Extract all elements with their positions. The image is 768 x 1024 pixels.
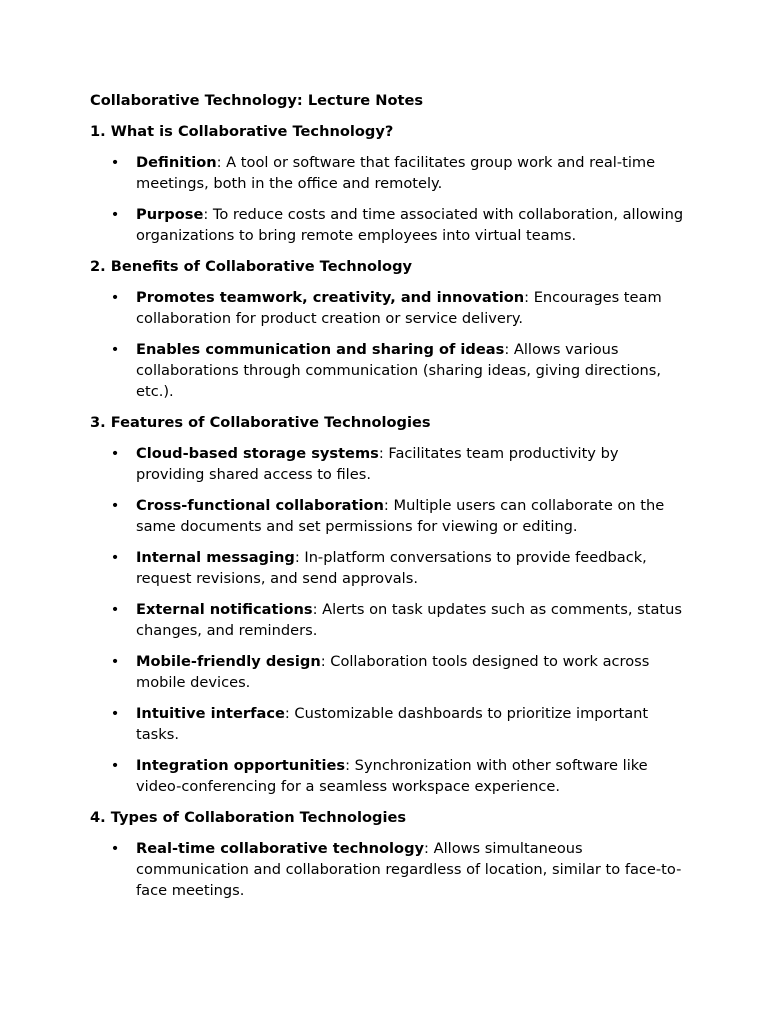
item-text: : Allows various collaborations through communication (sharing ideas, giving directions, etc.).	[136, 341, 661, 400]
bullet-icon: •	[110, 653, 120, 670]
section-3	[90, 412, 690, 797]
list-item	[90, 495, 690, 537]
item-term: Cross-functional collaboration	[136, 497, 384, 514]
section-4	[90, 807, 690, 901]
bullet-icon: •	[110, 549, 120, 566]
item-term: Definition	[136, 154, 217, 171]
list-item	[90, 204, 690, 246]
section-2	[90, 256, 690, 402]
section-1	[90, 121, 690, 246]
item-text: : Encourages team collaboration for product creation or service delivery.	[136, 289, 662, 327]
list-item	[90, 599, 690, 641]
bullet-icon: •	[110, 601, 120, 618]
item-term: External notifications	[136, 601, 313, 618]
list-item	[90, 703, 690, 745]
item-term: Internal messaging	[136, 549, 295, 566]
item-term: Mobile-friendly design	[136, 653, 321, 670]
item-text: : Allows simultaneous communication and collaboration regardless of location, similar to face-to-face meetings.	[136, 840, 682, 899]
bullet-icon: •	[110, 445, 120, 462]
item-term: Real-time collaborative technology	[136, 840, 425, 857]
document-page	[90, 90, 690, 911]
item-text: : Synchronization with other software like video-conferencing for a seamless workspace experience.	[136, 757, 648, 795]
list-item	[90, 287, 690, 329]
bullet-icon: •	[110, 705, 120, 722]
item-text: : In-platform conversations to provide feedback, request revisions, and send approvals.	[136, 549, 647, 587]
section-heading: 1. What is Collaborative Technology?	[90, 123, 394, 140]
item-text: : Multiple users can collaborate on the same documents and set permissions for viewing or editing.	[136, 497, 665, 535]
bullet-icon: •	[110, 206, 120, 223]
bullet-list	[90, 152, 690, 246]
list-item	[90, 547, 690, 589]
item-text: : To reduce costs and time associated with collaboration, allowing organizations to bring remote employees into virtual teams.	[136, 206, 684, 244]
bullet-icon: •	[110, 757, 120, 774]
list-item	[90, 755, 690, 797]
item-term: Integration opportunities	[136, 757, 346, 774]
section-heading: 3. Features of Collaborative Technologies	[90, 414, 431, 431]
item-text: : Customizable dashboards to prioritize important tasks.	[136, 705, 649, 743]
list-item	[90, 838, 690, 901]
item-text: : Facilitates team productivity by providing shared access to files.	[136, 445, 619, 483]
item-text: : Alerts on task updates such as comments, status changes, and reminders.	[136, 601, 682, 639]
bullet-icon: •	[110, 840, 120, 857]
item-text: : A tool or software that facilitates group work and real-time meetings, both in the office and remotely.	[136, 154, 656, 192]
list-item	[90, 152, 690, 194]
item-text: : Collaboration tools designed to work across mobile devices.	[136, 653, 650, 691]
section-heading: 4. Types of Collaboration Technologies	[90, 809, 407, 826]
list-item	[90, 443, 690, 485]
bullet-list	[90, 838, 690, 901]
item-term: Cloud-based storage systems	[136, 445, 379, 462]
section-heading: 2. Benefits of Collaborative Technology	[90, 258, 413, 275]
bullet-icon: •	[110, 154, 120, 171]
item-term: Enables communication and sharing of ideas	[136, 341, 505, 358]
bullet-list	[90, 287, 690, 402]
list-item	[90, 651, 690, 693]
list-item	[90, 339, 690, 402]
document-title: Collaborative Technology: Lecture Notes	[90, 92, 424, 109]
item-term: Purpose	[136, 206, 204, 223]
bullet-icon: •	[110, 289, 120, 306]
item-term: Promotes teamwork, creativity, and innovation	[136, 289, 525, 306]
bullet-icon: •	[110, 341, 120, 358]
bullet-list	[90, 443, 690, 797]
item-term: Intuitive interface	[136, 705, 285, 722]
bullet-icon: •	[110, 497, 120, 514]
